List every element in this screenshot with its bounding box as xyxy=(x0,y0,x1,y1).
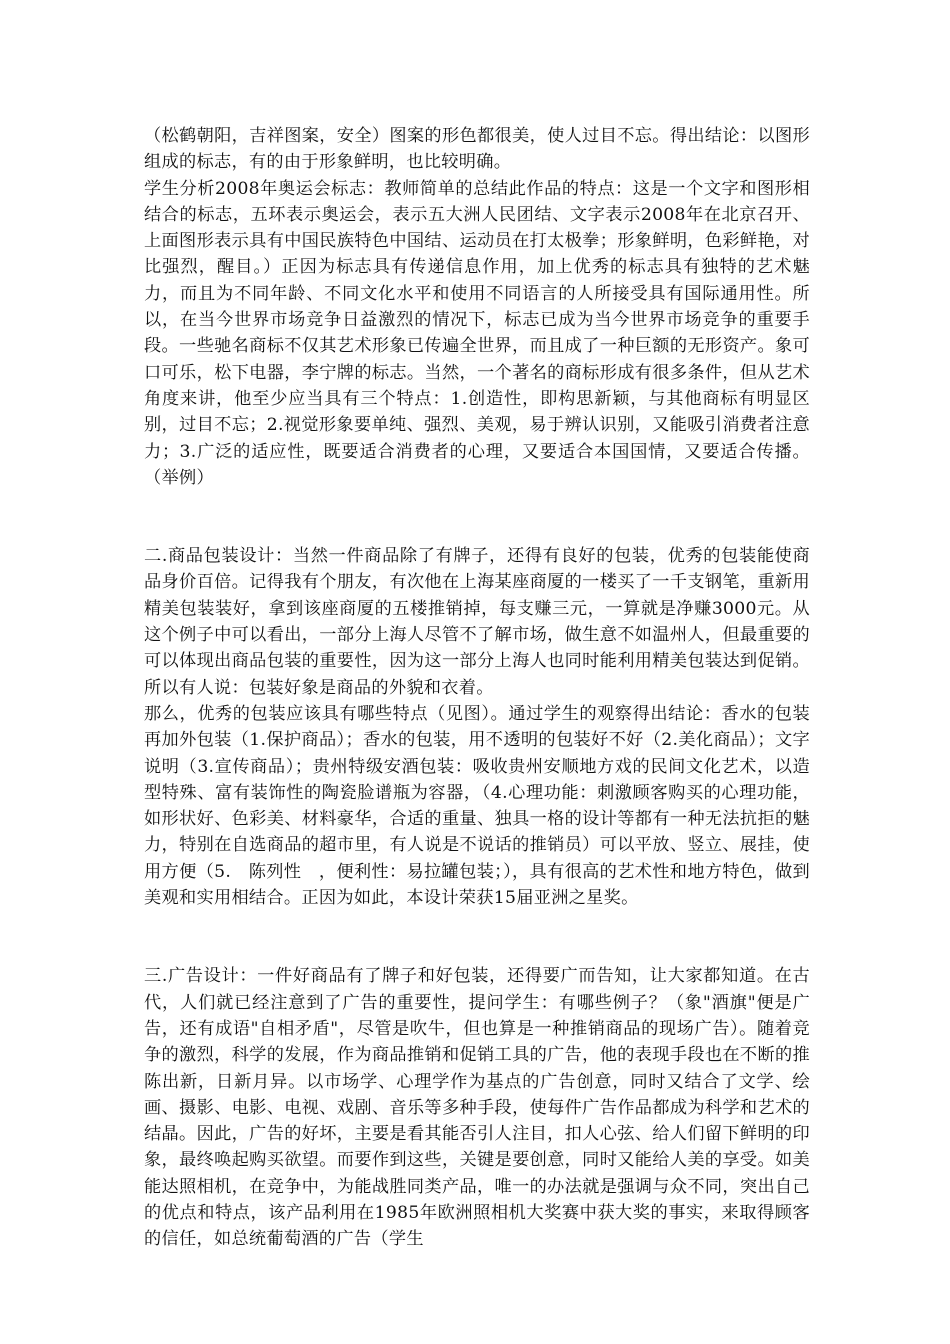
paragraph-packaging-design: 二.商品包装设计：当然一件商品除了有牌子，还得有良好的包装，优秀的包装能使商品身价百倍。记得我有个朋友，有次他在上海某座商厦的一楼买了一千支钢笔，重新用精美包装装好，拿到该座商厦的五楼推销掉，每支赚三元，一算就是净赚3000元。从这个例子中可以看出，一部分上海人尽管不了解市场，做生意不如温州人，但最重要的可以体现出商品包装的重要性，因为这一部分上海人也同时能利用精美包装达到促销。所以有人说：包装好象是商品的外貌和衣着。 xyxy=(144,546,810,698)
section-gap xyxy=(144,491,810,543)
paragraph-olympic-logo-analysis: 学生分析2008年奥运会标志：教师简单的总结此作品的特点：这是一个文字和图形相结合的标志，五环表示奥运会，表示五大洲人民团结、文字表示2008年在北京召开、上面图形表示具有中国民族特色中国结、运动员在打太极拳；形象鲜明，色彩鲜艳，对比强烈，醒目。）正因为标志具有传递信息作用，加上优秀的标志具有独特的艺术魅力，而且为不同年龄、不同文化水平和使用不同语言的人所接受具有国际通用性。所以，在当今世界市场竞争日益激烈的情况下，标志已成为当今世界市场竞争的重要手段。一些驰名商标不仅其艺术形象已传遍全世界，而且成了一种巨额的无形资产。象可口可乐，松下电器，李宁牌的标志。当然，一个著名的商标形成有很多条件，但从艺术角度来讲，他至少应当具有三个特点：1.创造性，即构思新颖，与其他商标有明显区别，过目不忘；2.视觉形象要单纯、强烈、美观，易于辨认识别，又能吸引消费者注意力；3.广泛的适应性，既要适合消费者的心理，又要适合本国国情，又要适合传播。（举例） xyxy=(144,178,810,488)
paragraph-advertising-design: 三.广告设计：一件好商品有了牌子和好包装，还得要广而告知，让大家都知道。在古代，人们就已经注意到了广告的重要性，提问学生：有哪些例子？（象"酒旗"便是广告，还有成语"自相矛盾"，尽管是吹牛，但也算是一种推销商品的现场广告）。随着竞争的激烈，科学的发展，作为商品推销和促销工具的广告，他的表现手段也在不断的推陈出新，日新月异。以市场学、心理学作为基点的广告创意，同时又结合了文学、绘画、摄影、电影、电视、戏剧、音乐等多种手段，使每件广告作品都成为科学和艺术的结晶。因此，广告的好坏，主要是看其能否引人注目，扣人心弦、给人们留下鲜明的印象，最终唤起购买欲望。而要作到这些，关键是要创意，同时又能给人美的享受。如美能达照相机，在竞争中，为能战胜同类产品，唯一的办法就是强调与众不同，突出自己的优点和特点，该产品利用在1985年欧洲照相机大奖赛中获大奖的事实，来取得顾客的信任，如总统葡萄酒的广告（学生 xyxy=(144,966,810,1250)
paragraph-packaging-features: 那么，优秀的包装应该具有哪些特点（见图）。通过学生的观察得出结论：香水的包装再加外包装（1.保护商品）；香水的包装，用不透明的包装好不好（2.美化商品）；文字说明（3.宣传商品）；贵州特级安酒包装：吸收贵州安顺地方戏的民间文化艺术，以造型特殊、富有装饰性的陶瓷脸谱瓶为容器，（4.心理功能：刺激顾客购买的心理功能，如形状好、色彩美、材料豪华，合适的重量、独具一格的设计等都有一种无法抗拒的魅力，特别在自选商品的超市里，有人说是不说话的推销员）可以平放、竖立、展挂，使用方便（5. 陈列性 ，便利性：易拉罐包装；），具有很高的艺术性和地方特色，做到美观和实用相结合。正因为如此，本设计荣获15届亚洲之星奖。 xyxy=(144,703,810,909)
paragraph-logo-intro: （松鹤朝阳，吉祥图案，安全）图案的形色都很美，使人过目不忘。得出结论：以图形组成的标志，有的由于形象鲜明，也比较明确。 xyxy=(144,126,810,173)
document-page xyxy=(144,123,810,1253)
section-gap xyxy=(144,911,810,963)
